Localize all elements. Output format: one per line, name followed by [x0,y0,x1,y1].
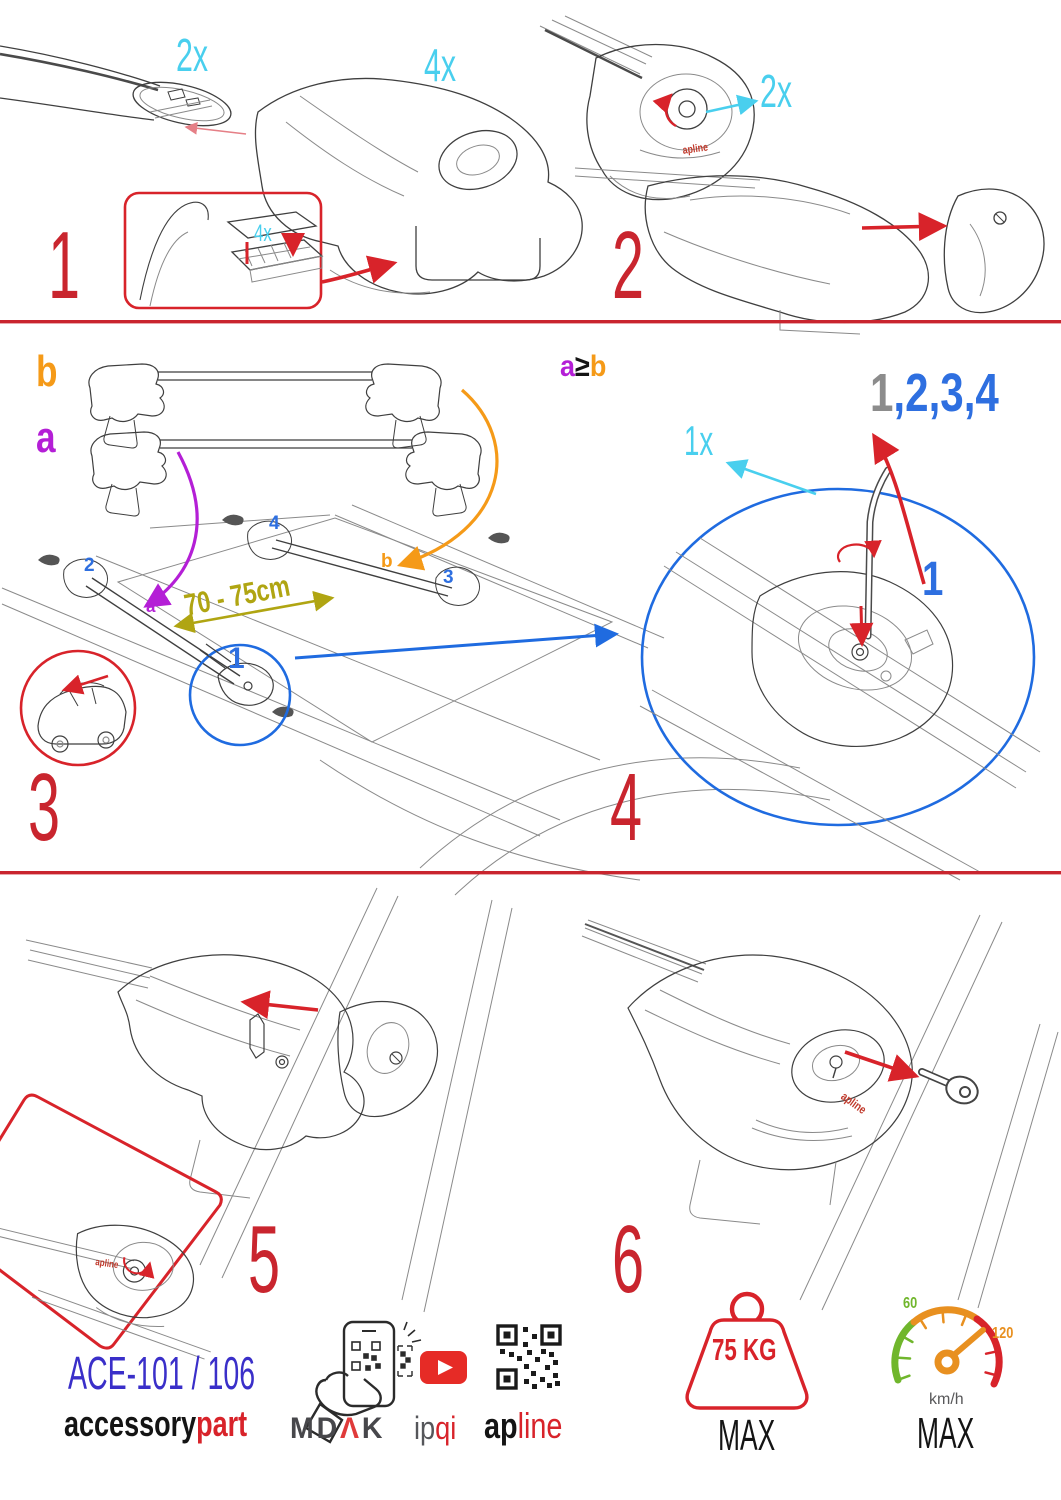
qty-knob-label: 2x [760,65,793,117]
bar-b-guide-arrow [400,390,497,565]
apline-line: line [517,1405,563,1446]
roof-position-2: 2 [84,555,95,576]
sequence-position-1: 1 [922,553,944,606]
attach-endcap-arrow [862,226,944,228]
detail-callout-arrow [295,634,616,658]
brand-accessory: accessory [64,1403,197,1444]
roof-scene-drawing [2,505,830,895]
detail-ellipse [642,489,1034,825]
roof-position-3: 3 [443,567,454,588]
divider-2 [0,871,1061,874]
apline-logo: apline [681,141,709,157]
foot-endcap-drawing [575,168,1044,334]
max-speed-label: MAX [917,1409,975,1458]
max-weight-value: 75 KG [712,1332,777,1367]
max-weight-label: MAX [718,1411,776,1460]
step-number-3: 3 [28,754,61,861]
qty-foot-label: 4x [424,39,457,91]
step-number-1: 1 [48,212,81,319]
mdak-k: K [361,1412,386,1445]
ipqi-wordmark [414,1412,456,1444]
apline-logo: apline [94,1257,120,1272]
foot-tightening-drawing [640,470,1040,880]
roof-label-b: b [381,551,393,572]
condition-a: a [560,350,576,383]
lock-foot-drawing [628,955,912,1224]
roof-position-1: 1 [228,642,245,675]
bar-a-guide-arrow [146,452,197,606]
sequence-label [870,363,999,423]
bar-a-label: a [36,413,56,462]
bar-b-label: b [36,347,58,396]
sequence-first: 1 [870,363,894,423]
foot-drawing [255,78,582,293]
apline-ap: ap [484,1405,518,1446]
sequence-rest: ,2,3,4 [893,363,999,423]
panel4-illustration [640,436,1040,880]
insert-pad-arrow [322,263,394,282]
panel6-illustration [582,915,1058,1313]
bar-b-drawing [89,364,441,448]
divider-1 [0,320,1061,323]
youtube-play-icon [420,1351,467,1384]
step-number-6: 6 [612,1206,645,1313]
condition-operator: ≥ [575,350,590,383]
speedometer-icon [895,1310,999,1384]
qty-pad-label: 4x [254,220,272,247]
step-number-2: 2 [612,212,645,319]
speed-unit-label: km/h [929,1391,964,1408]
condition-label [560,352,606,382]
speed-high-label: 120 [992,1325,1014,1342]
key-callout-arrow [728,463,816,494]
step-number-4: 4 [610,754,643,861]
roof-label-a: a [146,597,156,616]
ipqi-ip: ip [414,1410,436,1446]
mdak-wordmark [290,1414,385,1444]
roof-position-4: 4 [269,513,280,534]
key-insert-arrow [845,1052,916,1076]
qr-code-icon [498,1326,560,1389]
mdak-md: MD [290,1412,341,1445]
slide-cover-drawing [118,955,437,1198]
condition-b: b [589,350,607,383]
apline-logo: apline [838,1089,870,1117]
slide-cover-arrow [244,1002,318,1010]
insert-bar-arrow [186,127,246,134]
locked-foot-inset [0,1095,228,1360]
speed-low-label: 60 [903,1295,918,1312]
mdak-lambda: Λ [340,1412,362,1445]
ipqi-qi: qi [435,1410,457,1446]
pad-inset-box [125,193,322,308]
step-number-5: 5 [248,1206,281,1313]
qty-key-label: 1x [684,417,714,464]
apline-wordmark [484,1405,563,1446]
qty-crossbar-label: 2x [176,29,209,81]
repeat-sequence-arrow [874,436,924,584]
brand-wordmark [64,1403,248,1444]
brand-part: part [196,1403,248,1444]
key-drawing [922,1072,981,1108]
model-number: ACE-101 / 106 [68,1347,256,1399]
panel1-illustration [0,46,582,308]
car-direction-inset [21,651,135,765]
span-dimension-label: 70 - 75cm [181,569,293,623]
